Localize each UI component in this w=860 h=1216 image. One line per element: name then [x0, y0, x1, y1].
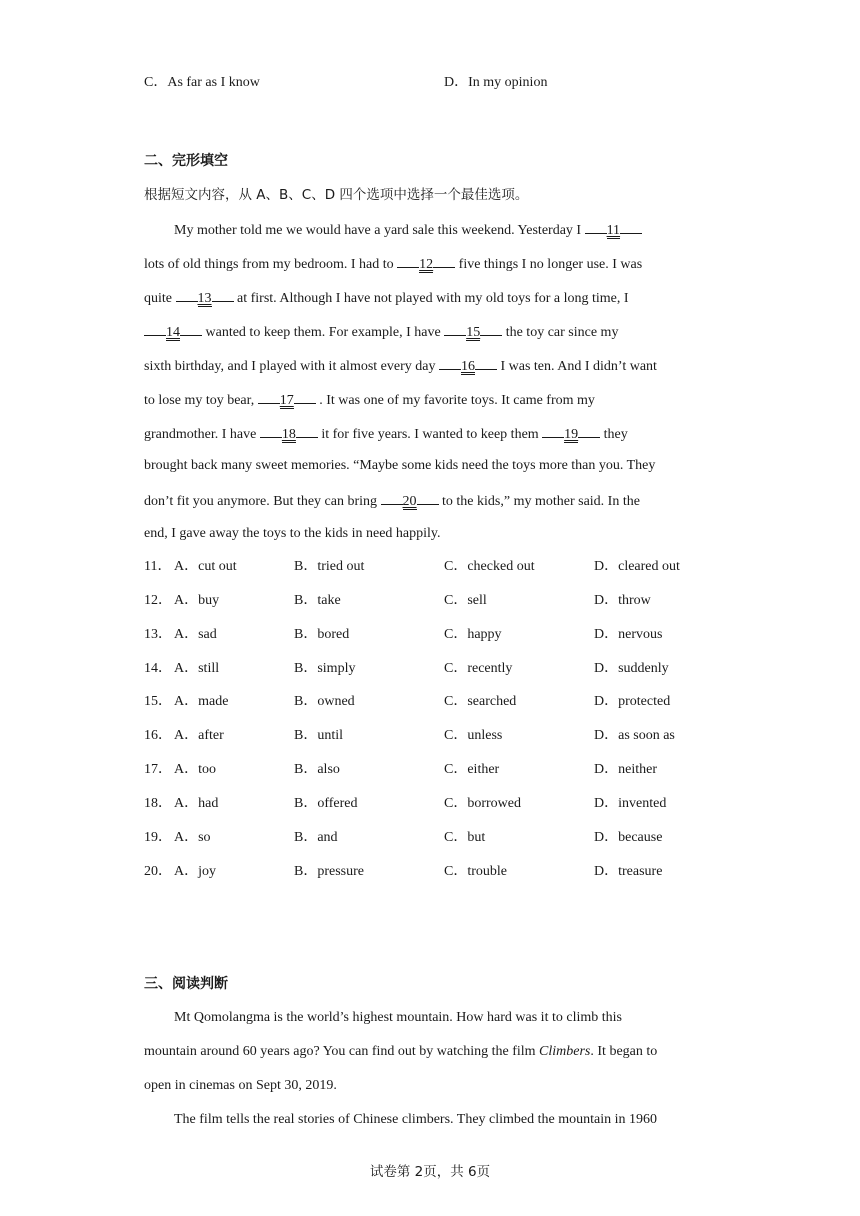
reading-line-3: open in cinemas on Sept 30, 2019. [144, 1078, 337, 1093]
blank-16: 16 [439, 355, 497, 377]
passage-line-2: lots of old things from my bedroom. I had to 12 five things I no longer use. I was [144, 253, 642, 275]
blank-12: 12 [397, 253, 455, 275]
passage-line-4: 14 wanted to keep them. For example, I have 15 the toy car since my [144, 321, 618, 343]
blank-15: 15 [444, 321, 502, 343]
blank-14: 14 [144, 321, 202, 343]
passage-line-10: end, I gave away the toys to the kids in need happily. [144, 526, 441, 541]
passage-line-8: brought back many sweet memories. “Maybe some kids need the toys more than you. They [144, 458, 656, 473]
question-row: 20． A．joy B．pressure C．trouble D．treasure [144, 864, 663, 879]
question-row: 15． A．made B．owned C．searched D．protected [144, 694, 671, 709]
passage-line-6: to lose my toy bear, 17 . It was one of my favorite toys. It came from my [144, 389, 595, 411]
blank-11: 11 [585, 219, 642, 241]
section-instruction: 根据短文内容，从 A、B、C、D 四个选项中选择一个最佳选项。 [144, 187, 529, 203]
reading-line-1: Mt Qomolangma is the world’s highest mountain. How hard was it to climb this [174, 1010, 622, 1025]
blank-18: 18 [260, 423, 318, 445]
passage-line-1: My mother told me we would have a yard sale this weekend. Yesterday I 11 [174, 219, 642, 241]
passage-line-5: sixth birthday, and I played with it almost every day 16 I was ten. And I didn’t want [144, 355, 657, 377]
section-title-reading: 三、阅读判断 [144, 976, 228, 992]
blank-13: 13 [176, 287, 234, 309]
passage-line-3: quite 13 at first. Although I have not played with my old toys for a long time, I [144, 287, 629, 309]
question-row: 16． A．after B．until C．unless D．as soon as [144, 728, 675, 743]
film-title: Climbers [539, 1044, 591, 1059]
blank-17: 17 [258, 389, 316, 411]
section-title-cloze: 二、完形填空 [144, 153, 228, 169]
blank-20: 20 [381, 490, 439, 512]
question-row: 13． A．sad B．bored C．happy D．nervous [144, 627, 663, 642]
question-row: 19． A．so B．and C．but D．because [144, 830, 663, 845]
prev-option-c: C．As far as I know [144, 75, 260, 90]
question-row: 12． A．buy B．take C．sell D．throw [144, 593, 651, 608]
question-row: 18． A．had B．offered C．borrowed D．invented [144, 796, 667, 811]
question-row: 14． A．still B．simply C．recently D．suddenly [144, 661, 669, 676]
passage-line-9: don’t fit you anymore. But they can bring 20 to the kids,” my mother said. In the [144, 490, 640, 512]
passage-line-7: grandmother. I have 18 it for five years. I wanted to keep them 19 they [144, 423, 628, 445]
page-footer: 试卷第 2页，共 6页 [369, 1164, 491, 1180]
blank-19: 19 [542, 423, 600, 445]
reading-line-4: The film tells the real stories of Chinese climbers. They climbed the mountain in 1960 [174, 1112, 658, 1127]
question-row: 17． A．too B．also C．either D．neither [144, 762, 657, 777]
reading-line-2: mountain around 60 years ago? You can find out by watching the film Climbers. It began to [144, 1044, 658, 1059]
question-row: 11． A．cut out B．tried out C．checked out D．cleared out [144, 559, 680, 574]
prev-option-d: D．In my opinion [444, 75, 548, 90]
